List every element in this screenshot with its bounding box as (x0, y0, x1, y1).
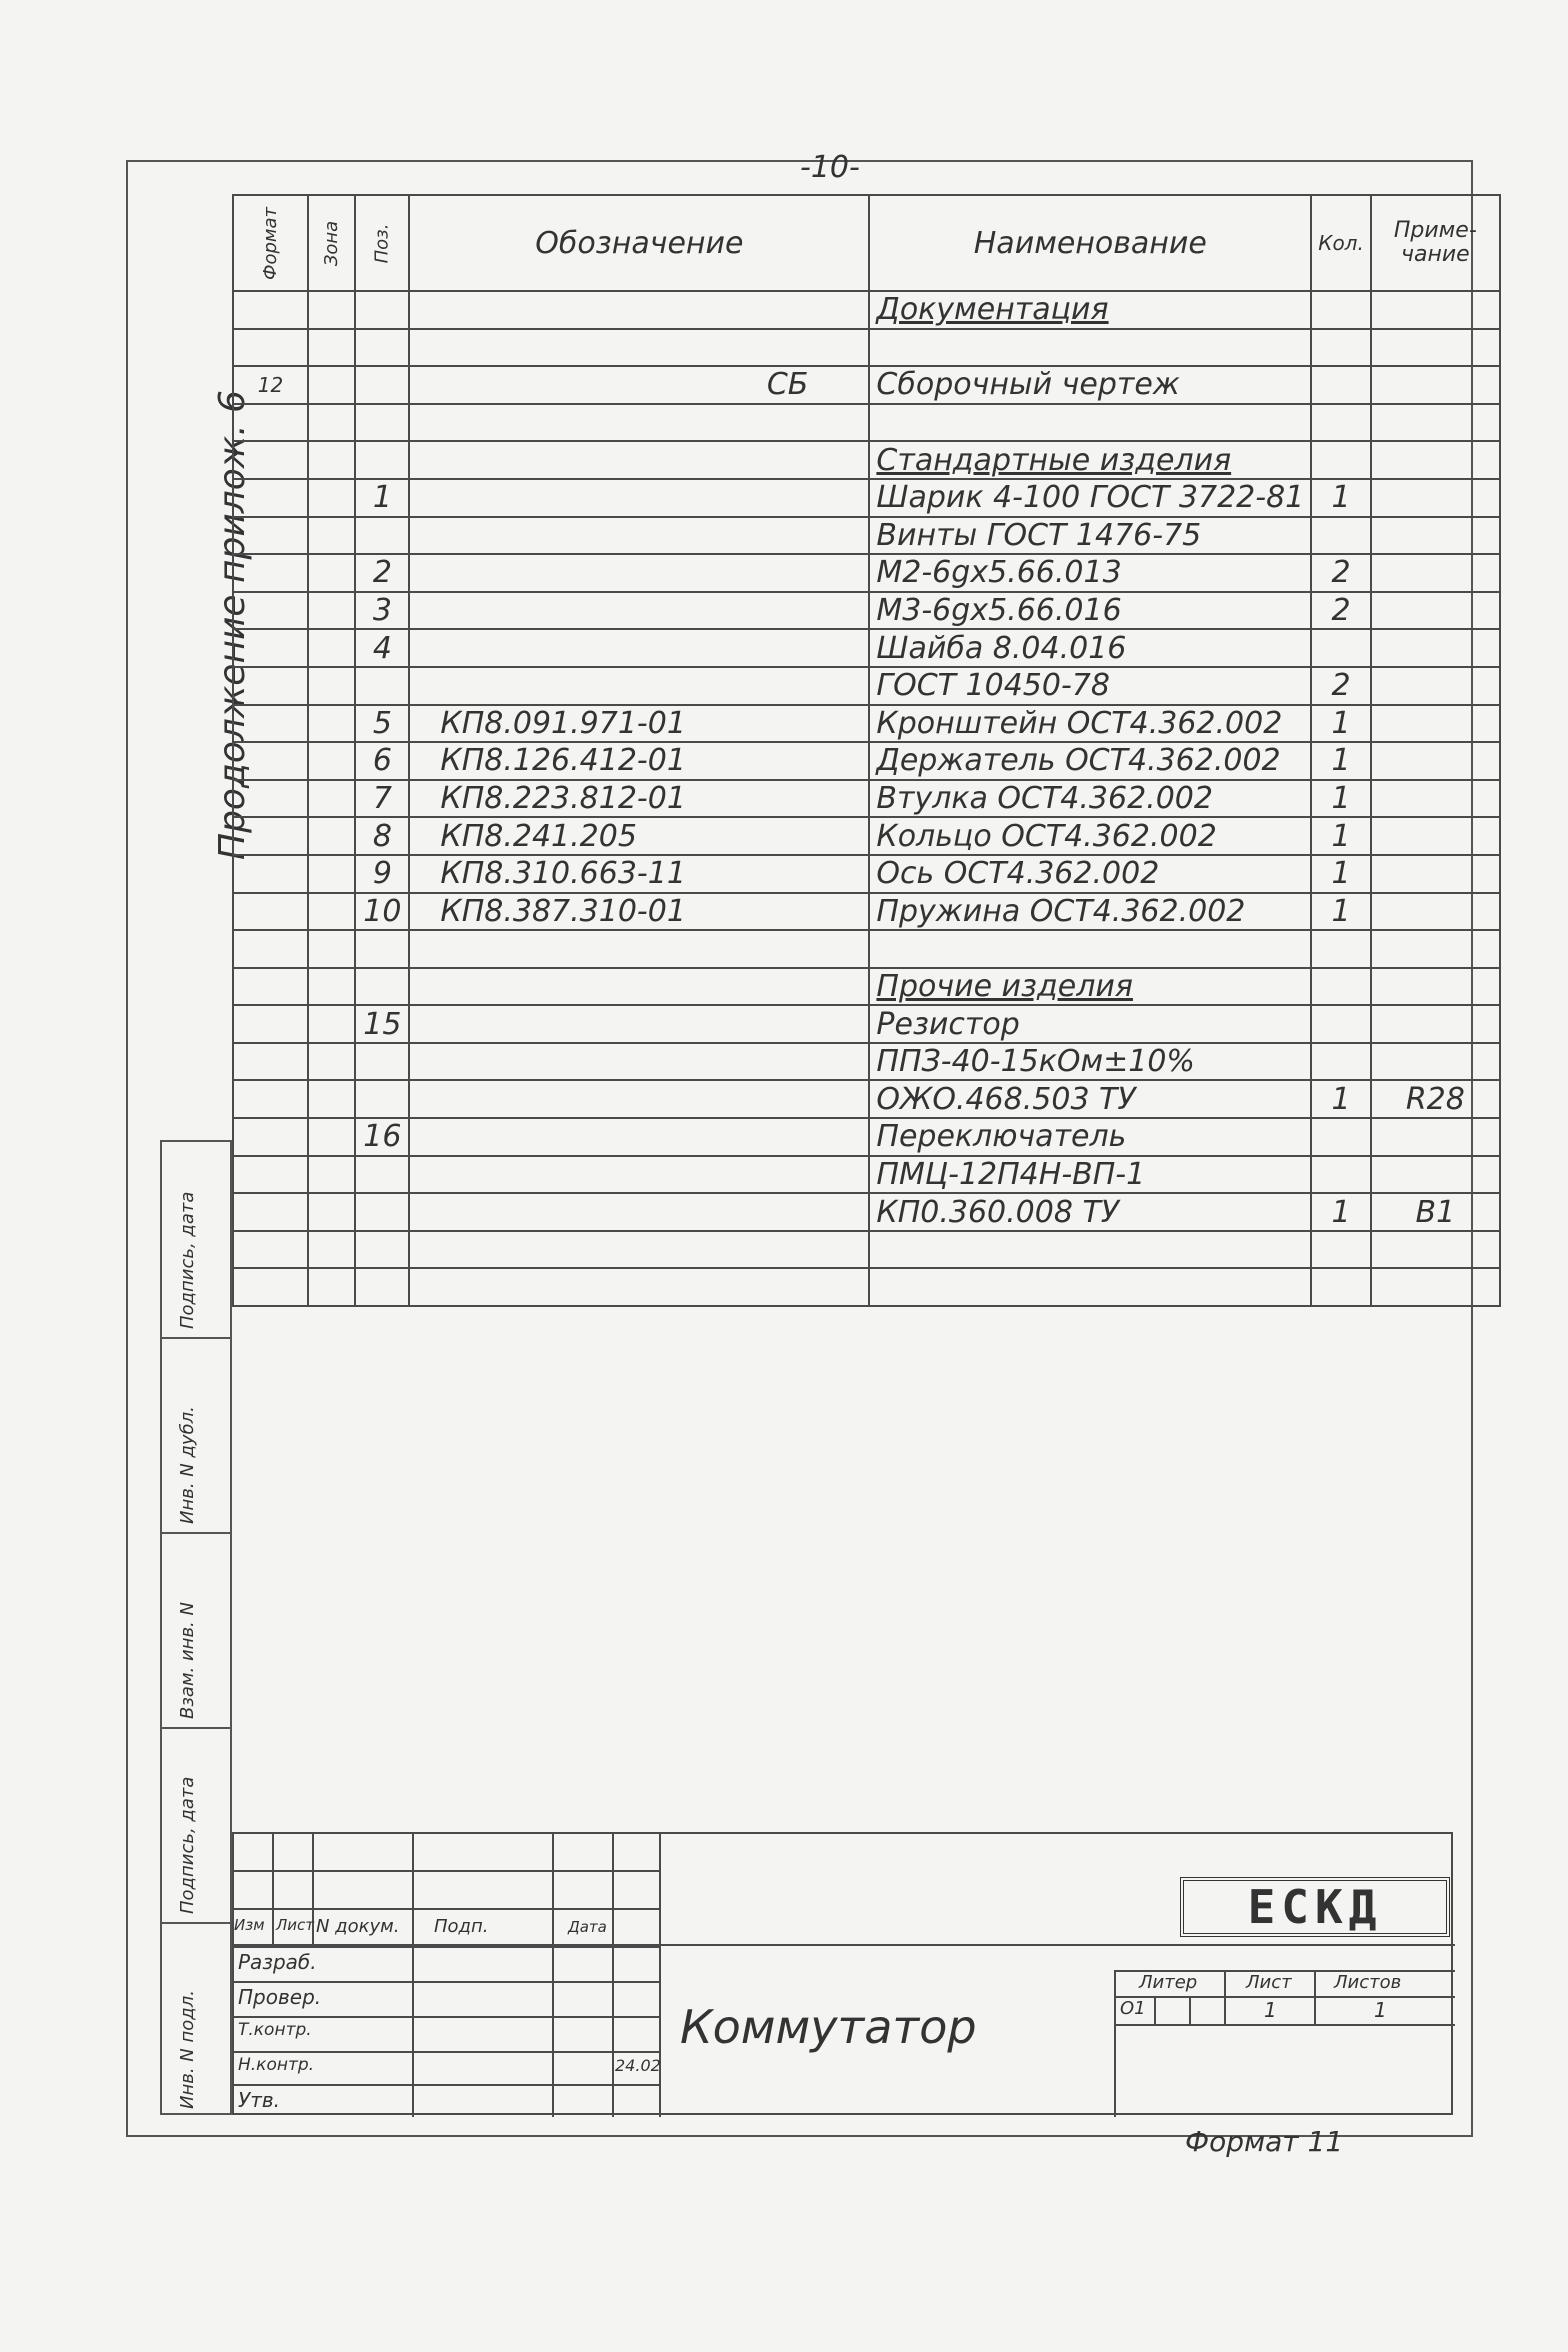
table-row (233, 441, 1500, 479)
side-field-sign-date: Подпись, дата (162, 1727, 230, 1922)
tb-role-developer: Разраб. (238, 1950, 317, 1974)
cell-qty: 1 (1311, 893, 1371, 931)
table-row (233, 291, 1500, 329)
cell-note (1371, 1268, 1500, 1306)
cell-pos (355, 441, 409, 479)
cell-name: Пружина ОСТ4.362.002 (869, 893, 1311, 931)
cell-name: Переключатель (869, 1118, 1311, 1156)
cell-designation (409, 968, 869, 1006)
cell-name (869, 1231, 1311, 1269)
cell-format (233, 1118, 308, 1156)
table-row (233, 629, 1500, 667)
cell-format (233, 817, 308, 855)
cell-qty (1311, 441, 1371, 479)
cell-designation (409, 629, 869, 667)
header-zone: Зона (308, 195, 355, 291)
cell-note (1371, 817, 1500, 855)
cell-qty: 2 (1311, 554, 1371, 592)
cell-zone (308, 1043, 355, 1081)
cell-zone (308, 705, 355, 743)
eskd-stamp: ЕСКД (1180, 1877, 1450, 1937)
cell-qty (1311, 329, 1371, 367)
cell-pos (355, 930, 409, 968)
cell-pos: 1 (355, 479, 409, 517)
cell-name: Шайба 8.04.016 (869, 629, 1311, 667)
table-row (233, 1193, 1500, 1231)
cell-format (233, 705, 308, 743)
side-field-replace-inv: Взам. инв. N (162, 1532, 230, 1727)
cell-designation (409, 1231, 869, 1269)
cell-qty: 1 (1311, 855, 1371, 893)
cell-pos (355, 1043, 409, 1081)
cell-zone (308, 554, 355, 592)
cell-pos: 8 (355, 817, 409, 855)
cell-zone (308, 1193, 355, 1231)
cell-zone (308, 1268, 355, 1306)
cell-format (233, 855, 308, 893)
cell-designation (409, 1193, 869, 1231)
table-row (233, 1156, 1500, 1194)
cell-qty (1311, 1156, 1371, 1194)
continuation-label: Продолжение прилож. 6 (212, 389, 253, 860)
cell-note (1371, 930, 1500, 968)
table-row (233, 930, 1500, 968)
cell-designation: КП8.310.663-11 (409, 855, 869, 893)
cell-name: Прочие изделия (869, 968, 1311, 1006)
cell-name: ППЗ-40-15кОм±10% (869, 1043, 1311, 1081)
cell-designation: КП8.091.971-01 (409, 705, 869, 743)
cell-zone (308, 329, 355, 367)
cell-designation (409, 291, 869, 329)
cell-name (869, 1268, 1311, 1306)
table-row (233, 1268, 1500, 1306)
cell-pos: 7 (355, 780, 409, 818)
cell-name (869, 930, 1311, 968)
document-title: Коммутатор (680, 2000, 977, 2054)
cell-designation (409, 592, 869, 630)
cell-format (233, 404, 308, 442)
side-field-orig-inv: Инв. N подл. (162, 1922, 230, 2117)
cell-note (1371, 968, 1500, 1006)
cell-zone (308, 441, 355, 479)
cell-format (233, 968, 308, 1006)
cell-pos: 5 (355, 705, 409, 743)
cell-format (233, 441, 308, 479)
cell-zone (308, 366, 355, 404)
cell-zone (308, 667, 355, 705)
cell-format (233, 930, 308, 968)
cell-name: Резистор (869, 1005, 1311, 1043)
format-label: Формат 11 (1185, 2125, 1344, 2158)
cell-qty (1311, 1268, 1371, 1306)
cell-note (1371, 1118, 1500, 1156)
cell-qty (1311, 291, 1371, 329)
tb-date-norm-control: 24.02 (615, 2056, 661, 2075)
table-row (233, 1231, 1500, 1269)
cell-qty: 2 (1311, 667, 1371, 705)
title-block (232, 1832, 1453, 2115)
table-row (233, 404, 1500, 442)
cell-format (233, 517, 308, 555)
cell-designation (409, 930, 869, 968)
table-row (233, 479, 1500, 517)
cell-zone (308, 1231, 355, 1269)
header-note: Приме- чание (1371, 195, 1500, 291)
cell-qty (1311, 517, 1371, 555)
cell-pos (355, 291, 409, 329)
specification-table (232, 194, 1501, 1307)
cell-pos: 15 (355, 1005, 409, 1043)
table-row (233, 742, 1500, 780)
tb-role-checker: Провер. (238, 1985, 322, 2009)
cell-qty (1311, 1043, 1371, 1081)
table-row (233, 705, 1500, 743)
cell-name: Кольцо ОСТ4.362.002 (869, 817, 1311, 855)
cell-name (869, 404, 1311, 442)
table-row (233, 855, 1500, 893)
cell-name: ПМЦ-12П4Н-ВП-1 (869, 1156, 1311, 1194)
table-row (233, 780, 1500, 818)
cell-zone (308, 968, 355, 1006)
tb-role-norm-control: Н.контр. (238, 2055, 315, 2075)
cell-qty (1311, 1231, 1371, 1269)
cell-designation (409, 1118, 869, 1156)
cell-pos (355, 1080, 409, 1118)
table-row (233, 366, 1500, 404)
cell-zone (308, 855, 355, 893)
cell-format (233, 554, 308, 592)
cell-name: КП0.360.008 ТУ (869, 1193, 1311, 1231)
cell-zone (308, 592, 355, 630)
cell-format (233, 291, 308, 329)
cell-format (233, 780, 308, 818)
cell-name: М3-6gх5.66.016 (869, 592, 1311, 630)
table-row (233, 329, 1500, 367)
cell-pos (355, 366, 409, 404)
cell-format (233, 667, 308, 705)
cell-format (233, 1193, 308, 1231)
cell-name: Втулка ОСТ4.362.002 (869, 780, 1311, 818)
table-row (233, 592, 1500, 630)
header-name: Наименование (869, 195, 1311, 291)
cell-pos: 6 (355, 742, 409, 780)
cell-qty: 1 (1311, 817, 1371, 855)
tb-hdr-data: Дата (568, 1918, 607, 1936)
header-format: Формат (233, 195, 308, 291)
cell-note (1371, 629, 1500, 667)
cell-qty: 1 (1311, 705, 1371, 743)
tb-hdr-list: Лист (276, 1916, 315, 1934)
table-row (233, 1080, 1500, 1118)
cell-format (233, 629, 308, 667)
cell-designation (409, 1043, 869, 1081)
cell-qty (1311, 1005, 1371, 1043)
cell-zone (308, 404, 355, 442)
cell-note (1371, 291, 1500, 329)
cell-qty: 1 (1311, 780, 1371, 818)
cell-qty: 1 (1311, 742, 1371, 780)
table-row (233, 554, 1500, 592)
table-row (233, 517, 1500, 555)
cell-designation (409, 517, 869, 555)
cell-format (233, 1080, 308, 1118)
cell-format (233, 742, 308, 780)
header-pos: Поз. (355, 195, 409, 291)
cell-designation (409, 1005, 869, 1043)
cell-pos (355, 1268, 409, 1306)
cell-pos: 2 (355, 554, 409, 592)
cell-zone (308, 291, 355, 329)
tb-hdr-podp: Подп. (434, 1916, 489, 1937)
header-qty: Кол. (1311, 195, 1371, 291)
cell-zone (308, 517, 355, 555)
table-row (233, 1118, 1500, 1156)
cell-note (1371, 780, 1500, 818)
cell-qty (1311, 930, 1371, 968)
cell-name: ГОСТ 10450-78 (869, 667, 1311, 705)
cell-pos: 10 (355, 893, 409, 931)
side-field-sign-date-2: Подпись, дата (177, 1191, 198, 1329)
cell-note (1371, 1043, 1500, 1081)
cell-format (233, 1231, 308, 1269)
cell-designation (409, 329, 869, 367)
cell-pos (355, 517, 409, 555)
cell-zone (308, 479, 355, 517)
cell-format: 12 (233, 366, 308, 404)
cell-zone (308, 817, 355, 855)
cell-name: Кронштейн ОСТ4.362.002 (869, 705, 1311, 743)
cell-pos (355, 1231, 409, 1269)
cell-name: М2-6gх5.66.013 (869, 554, 1311, 592)
tb-role-approved: Утв. (238, 2088, 280, 2112)
cell-designation (409, 1080, 869, 1118)
tb-role-tech-control: Т.контр. (238, 2020, 312, 2040)
cell-format (233, 329, 308, 367)
cell-zone (308, 742, 355, 780)
cell-note (1371, 441, 1500, 479)
cell-format (233, 479, 308, 517)
header-designation: Обозначение (409, 195, 869, 291)
cell-zone (308, 930, 355, 968)
cell-format (233, 893, 308, 931)
cell-name: Ось ОСТ4.362.002 (869, 855, 1311, 893)
cell-note (1371, 517, 1500, 555)
cell-pos: 3 (355, 592, 409, 630)
tb-litera-value: О1 (1120, 1998, 1146, 2019)
cell-pos (355, 667, 409, 705)
cell-name (869, 329, 1311, 367)
cell-designation: СБ (409, 366, 869, 404)
cell-name: Стандартные изделия (869, 441, 1311, 479)
cell-pos (355, 404, 409, 442)
cell-designation (409, 1156, 869, 1194)
cell-name: Сборочный чертеж (869, 366, 1311, 404)
tb-sheets-label: Листов (1334, 1972, 1402, 1993)
cell-note (1371, 1005, 1500, 1043)
cell-note: R28 (1371, 1080, 1500, 1118)
cell-format (233, 1156, 308, 1194)
cell-qty (1311, 968, 1371, 1006)
cell-note (1371, 479, 1500, 517)
table-row (233, 667, 1500, 705)
cell-note (1371, 554, 1500, 592)
tb-sheet-value: 1 (1264, 1998, 1277, 2022)
cell-zone (308, 1005, 355, 1043)
cell-designation (409, 441, 869, 479)
cell-note (1371, 705, 1500, 743)
cell-format (233, 1268, 308, 1306)
cell-designation (409, 479, 869, 517)
cell-format (233, 592, 308, 630)
cell-pos (355, 968, 409, 1006)
cell-note (1371, 855, 1500, 893)
cell-format (233, 1043, 308, 1081)
cell-designation (409, 404, 869, 442)
cell-zone (308, 780, 355, 818)
table-row (233, 817, 1500, 855)
cell-zone (308, 1156, 355, 1194)
cell-note: В1 (1371, 1193, 1500, 1231)
tb-hdr-ndoc: N докум. (316, 1916, 400, 1937)
cell-qty (1311, 366, 1371, 404)
cell-zone (308, 1080, 355, 1118)
cell-note (1371, 1156, 1500, 1194)
cell-note (1371, 592, 1500, 630)
cell-name: ОЖО.468.503 ТУ (869, 1080, 1311, 1118)
cell-format (233, 1005, 308, 1043)
cell-designation: КП8.387.310-01 (409, 893, 869, 931)
cell-designation: КП8.223.812-01 (409, 780, 869, 818)
cell-name: Шарик 4-100 ГОСТ 3722-81 (869, 479, 1311, 517)
cell-name: Винты ГОСТ 1476-75 (869, 517, 1311, 555)
cell-designation: КП8.126.412-01 (409, 742, 869, 780)
tb-litera-label: Литер (1139, 1972, 1198, 1993)
cell-note (1371, 366, 1500, 404)
cell-zone (308, 629, 355, 667)
cell-note (1371, 404, 1500, 442)
tb-sheet-label: Лист (1246, 1972, 1292, 1993)
cell-qty: 1 (1311, 479, 1371, 517)
cell-designation (409, 1268, 869, 1306)
cell-pos: 9 (355, 855, 409, 893)
cell-name: Держатель ОСТ4.362.002 (869, 742, 1311, 780)
cell-zone (308, 1118, 355, 1156)
table-header (233, 195, 1500, 291)
cell-pos: 4 (355, 629, 409, 667)
cell-qty (1311, 1118, 1371, 1156)
tb-sheets-value: 1 (1374, 1998, 1387, 2022)
page-number: -10- (800, 150, 860, 185)
cell-qty: 1 (1311, 1080, 1371, 1118)
table-row (233, 1043, 1500, 1081)
cell-name: Документация (869, 291, 1311, 329)
cell-qty (1311, 629, 1371, 667)
cell-designation (409, 667, 869, 705)
cell-pos (355, 1193, 409, 1231)
cell-note (1371, 742, 1500, 780)
table-row (233, 1005, 1500, 1043)
cell-note (1371, 1231, 1500, 1269)
cell-qty (1311, 404, 1371, 442)
side-field-dup-inv: Инв. N дубл. (162, 1337, 230, 1532)
cell-note (1371, 667, 1500, 705)
table-row (233, 968, 1500, 1006)
cell-designation (409, 554, 869, 592)
tb-hdr-izm: Изм (234, 1916, 265, 1934)
cell-pos (355, 1156, 409, 1194)
cell-qty: 2 (1311, 592, 1371, 630)
table-row (233, 893, 1500, 931)
cell-pos (355, 329, 409, 367)
cell-note (1371, 329, 1500, 367)
side-stamp-columns (160, 1140, 232, 2115)
cell-pos: 16 (355, 1118, 409, 1156)
cell-zone (308, 893, 355, 931)
cell-qty: 1 (1311, 1193, 1371, 1231)
cell-note (1371, 893, 1500, 931)
cell-designation: КП8.241.205 (409, 817, 869, 855)
